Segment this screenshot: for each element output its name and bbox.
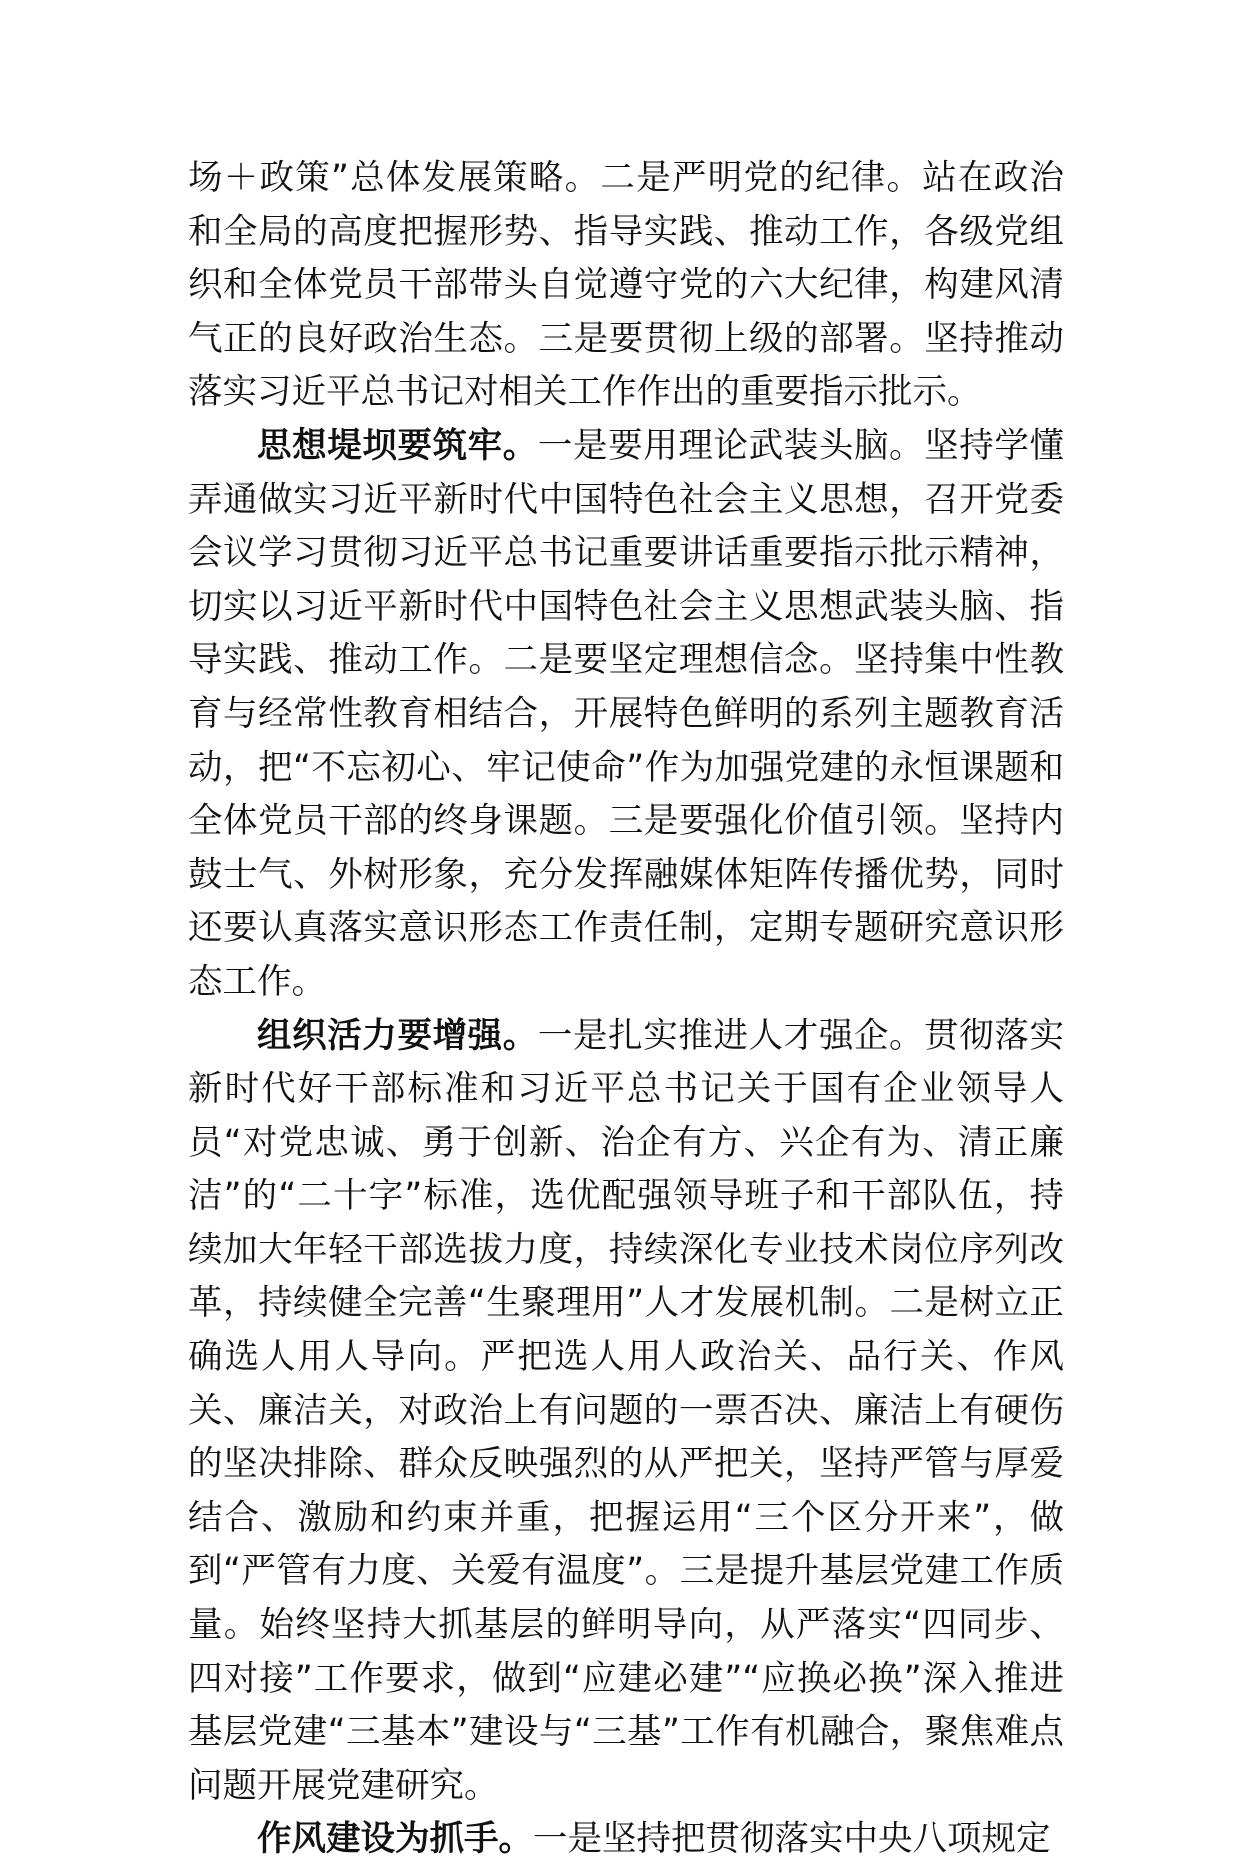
paragraph-continuation — [188, 152, 1064, 420]
paragraph-organization — [188, 1010, 1064, 1814]
paragraph-lead: 组织活力要增强。 — [257, 1015, 538, 1056]
paragraph-lead: 思想堤坝要筑牢。 — [257, 425, 538, 466]
paragraph-text: 一是要用理论武装头脑。坚持学懂弄通做实习近平新时代中国特色社会主义思想，召开党委会议学习贯彻习近平总书记重要讲话重要指示批示精神，切实以习近平新时代中国特色社会主义思想武装头脑、指导实践、推动工作。二是要坚定理想信念。坚持集中性教育与经常性教育相结合，开展特色鲜明的系列主题教育活动，把“不忘初心、牢记使命”作为加强党建的永恒课题和全体党员干部的终身课题。三是要强化价值引领。坚持内鼓士气、外树形象，充分发挥融媒体矩阵传播优势，同时还要认真落实意识形态工作责任制，定期专题研究意识形态工作。 — [188, 425, 1065, 1002]
document-body — [188, 152, 1064, 1867]
paragraph-work-style — [188, 1813, 1064, 1867]
paragraph-text: 一是坚持把贯彻落实中央八项规定 — [533, 1819, 1051, 1860]
paragraph-lead: 作风建设为抓手。 — [257, 1819, 533, 1860]
paragraph-text: 一是扎实推进人才强企。贯彻落实新时代好干部标准和习近平总书记关于国有企业领导人员“对党忠诚、勇于创新、治企有方、兴企有为、清正廉洁”的“二十字”标准，选优配强领导班子和干部队伍，持续加大年轻干部选拔力度，持续深化专业技术岗位序列改革，持续健全完善“生聚理用”人才发展机制。二是树立正确选人用人导向。严把选人用人政治关、品行关、作风关、廉洁关，对政治上有问题的一票否决、廉洁上有硬伤的坚决排除、群众反映强烈的从严把关，坚持严管与厚爱结合、激励和约束并重，把握运用“三个区分开来”，做到“严管有力度、关爱有温度”。三是提升基层党建工作质量。始终坚持大抓基层的鲜明导向，从严落实“四同步、四对接”工作要求，做到“应建必建”“应换必换”深入推进基层党建“三基本”建设与“三基”工作有机融合，聚焦难点问题开展党建研究。 — [188, 1015, 1065, 1806]
paragraph-text: 场＋政策”总体发展策略。二是严明党的纪律。站在政治和全局的高度把握形势、指导实践、推动工作，各级党组织和全体党员干部带头自觉遵守党的六大纪律，构建风清气正的良好政治生态。三是要贯彻上级的部署。坚持推动落实习近平总书记对相关工作作出的重要指示批示。 — [188, 158, 1064, 413]
paragraph-ideology — [188, 420, 1064, 1010]
